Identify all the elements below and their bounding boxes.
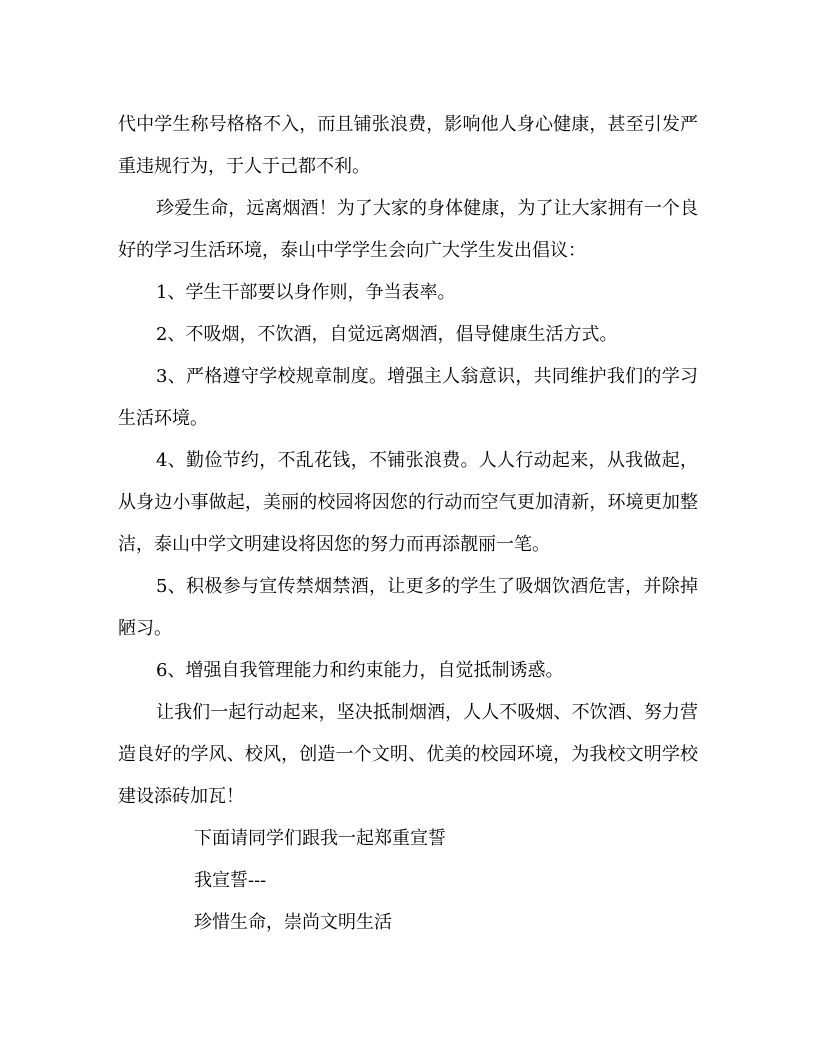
document-body (118, 104, 698, 944)
list-item-6: 6、增强自我管理能力和约束能力，自觉抵制诱惑。 (156, 660, 564, 681)
list-item-4: 4、勤俭节约，不乱花钱，不铺张浪费。人人行动起来，从我做起，从身边小事做起，美丽的校园将因您的行动而空气更加清新，环境更加整洁，泰山中学文明建设将因您的努力而再添靓丽一笔。 (118, 450, 698, 555)
paragraph-initiative-intro: 珍爱生命，远离烟酒！为了大家的身体健康，为了让大家拥有一个良好的学习生活环境，泰山中学学生会向广大学生发出倡议： (118, 198, 698, 261)
oath-label: 我宣誓--- (194, 870, 267, 891)
list-item-1: 1、学生干部要以身作则，争当表率。 (156, 282, 456, 303)
list-item-3: 3、严格遵守学校规章制度。增强主人翁意识，共同维护我们的学习生活环境。 (118, 366, 698, 429)
list-item-2: 2、不吸烟，不饮酒，自觉远离烟酒，倡导健康生活方式。 (156, 324, 618, 345)
list-item-5: 5、积极参与宣传禁烟禁酒，让更多的学生了吸烟饮酒危害，并除掉陋习。 (118, 576, 698, 639)
oath-line: 珍惜生命，崇尚文明生活 (194, 912, 392, 933)
paragraph-continuation: 代中学生称号格格不入，而且铺张浪费，影响他人身心健康，甚至引发严重违规行为，于人于己都不利。 (118, 114, 698, 177)
oath-intro: 下面请同学们跟我一起郑重宣誓 (194, 828, 446, 849)
paragraph-call-to-action: 让我们一起行动起来，坚决抵制烟酒，人人不吸烟、不饮酒、努力营造良好的学风、校风，创造一个文明、优美的校园环境，为我校文明学校建设添砖加瓦！ (118, 702, 698, 807)
